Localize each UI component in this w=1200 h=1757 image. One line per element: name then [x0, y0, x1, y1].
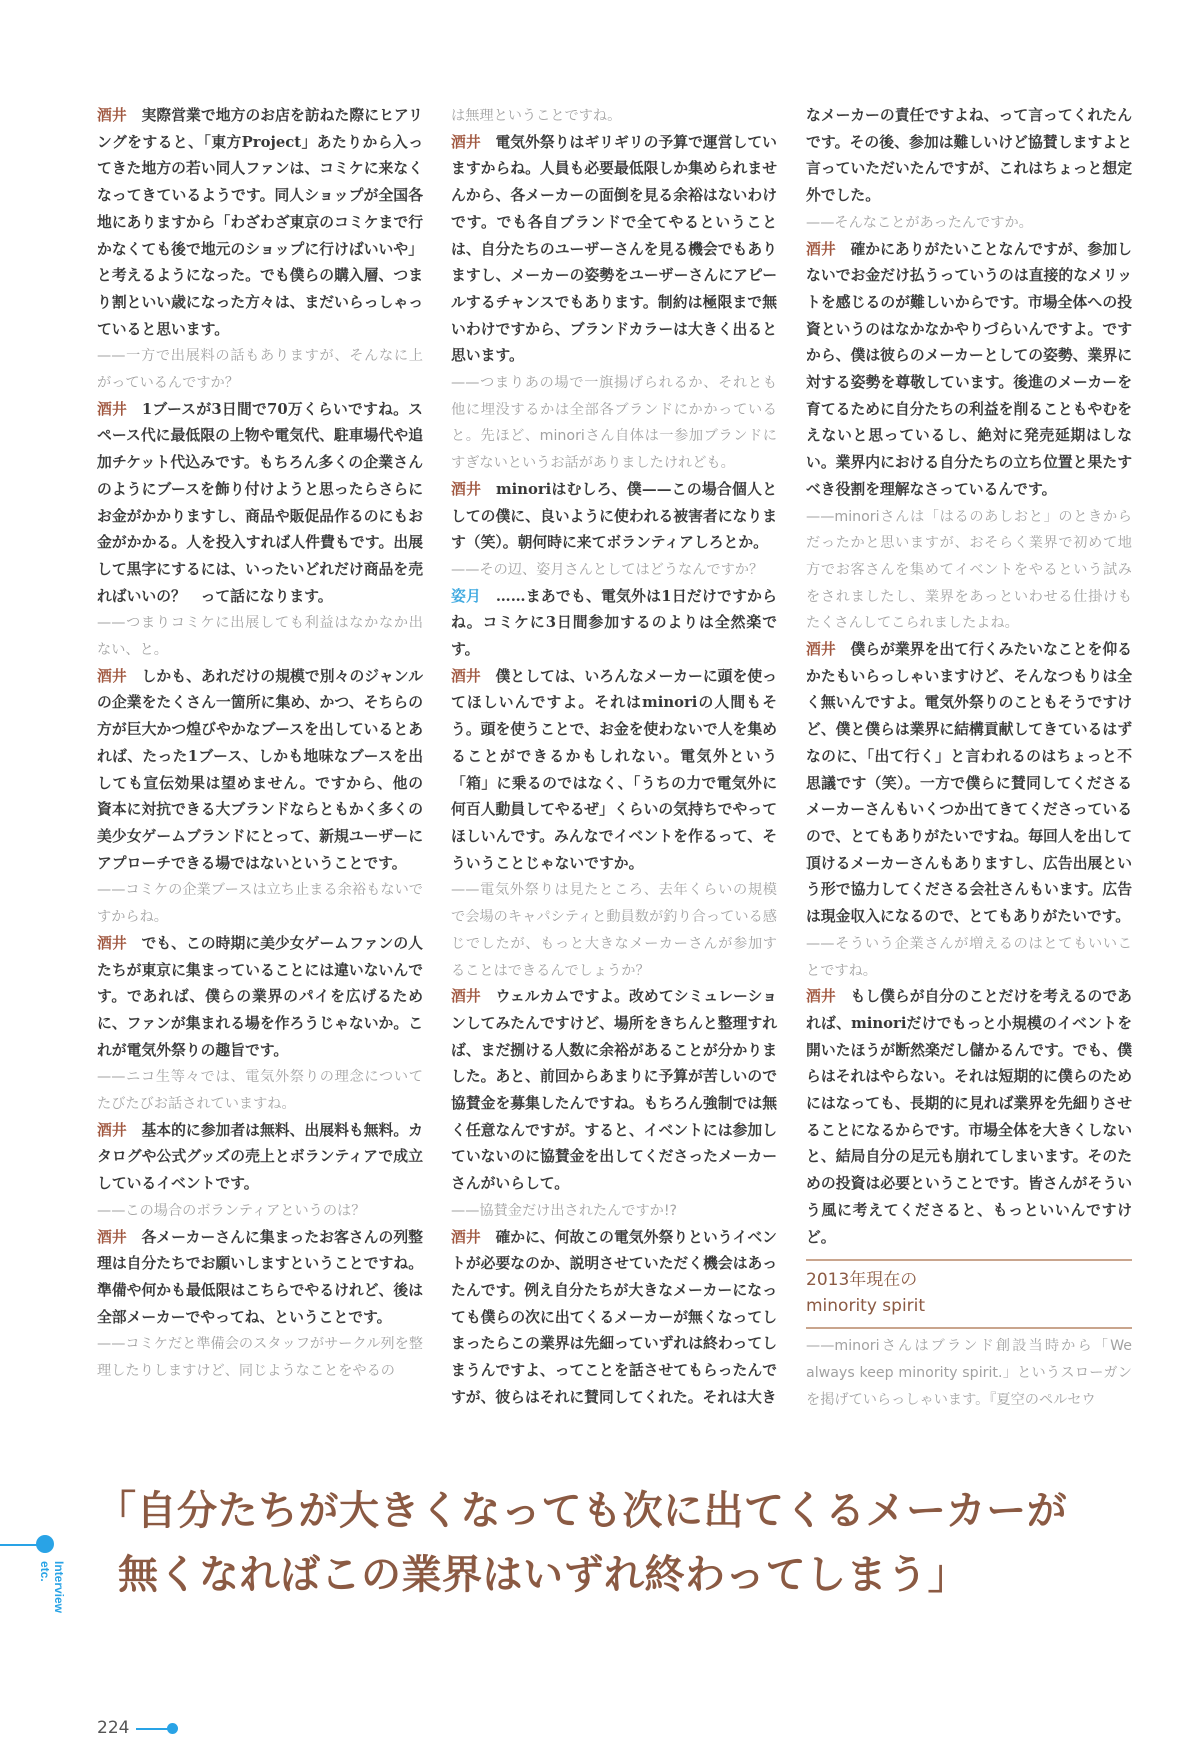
interviewee-answer [451, 584, 777, 664]
speaker-name: 酒井 [97, 107, 127, 124]
interviewee-answer [806, 237, 1132, 504]
article-column-2 [451, 103, 777, 1411]
section-question: ——minoriさんはブランド創設当時から「We always keep minority spirit.」というスローガンを掲げていらっしゃいます。『夏空のペルセウ [806, 1338, 1132, 1408]
side-accent-dot-icon [36, 1535, 54, 1553]
page-number-dot-icon [167, 1723, 178, 1734]
pull-quote-line1: 「自分たちが大きくなっても次に出てくるメーカーが [96, 1487, 1068, 1535]
speaker-name: 姿月 [451, 587, 482, 605]
paragraph-text: 僕らが業界を出て行くみたいなことを仰るかたもいらっしゃいますけど、そんなつもりは全く無いんですよ。電気外祭りのこともそうですけど、僕と僕らは業界に結構貢献してきているはずなのに、「出て行く」と言われるのはちょっと不思議です（笑）。一方で僕らに賛同してくださるメーカーさんもいくつか出てきてくださっているので、とてもありがたいですね。毎回人を出して頂けるメーカーさんもありますし、広告出展という形で協力してくださる会社さんもいます。広告は現金収入になるので、とてもありがたいです。 [806, 641, 1132, 926]
paragraph-text: ……まあでも、電気外は1日だけですからね。コミケに3日間参加するのよりは全然楽です。 [451, 587, 777, 659]
paragraph-text: 確かに、何故この電気外祭りというイベントが必要なのか、説明させていただく機会はあったんです。例え自分たちが大きなメーカーになっても僕らの次に出てくるメーカーが無くなってしまったらこの業界は先細っていずれは終わってしまうんですよ、ってことを話させてもらったんですが、彼らはそれに賛同してくれた。それは大き [451, 1228, 777, 1406]
article-column-1 [97, 103, 423, 1385]
paragraph-text: 各メーカーさんに集まったお客さんの列整理は自分たちでお願いしますということですね。準備や何かも最低限はこちらでやるけれど、後は全部メーカーでやってね、ということです。 [97, 1228, 423, 1326]
article-column-3 [806, 103, 1132, 1251]
interviewer-question [451, 557, 777, 584]
paragraph-text: ——つまりあの場で一旗揚げられるか、それとも他に埋没するかは全部各ブランドにかかっていると。先ほど、minoriさん自体は一参加ブランドにすぎないというお話がありましたけれども。 [451, 375, 777, 472]
interviewer-question [806, 504, 1132, 638]
paragraph-text: ——この場合のボランティアというのは？ [97, 1202, 366, 1219]
interviewee-answer [97, 1225, 423, 1332]
pull-quote [0, 1479, 1200, 1617]
interviewee-answer [806, 637, 1132, 931]
paragraph-text: ——ニコ生等々では、電気外祭りの理念についてたびたびお話されていますね。 [97, 1069, 423, 1113]
interviewer-question [97, 1198, 423, 1225]
paragraph-text: 基本的に参加者は無料、出展料も無料。カタログや公式グッズの売上とボランティアで成立しているイベントです。 [97, 1121, 423, 1193]
interviewee-answer [451, 984, 777, 1198]
paragraph-text: ——一方で出展料の話もありますが、そんなに上がっているんですか？ [97, 348, 423, 392]
speaker-name: 酒井 [97, 1121, 127, 1139]
paragraph-text: ——minoriさんは「はるのあしおと」のときからだったかと思いますが、おそらく業界で初めて地方でお客さんを集めてイベントをやるという試みをされましたし、業界をあっといわせる仕掛けもたくさんしてこられましたよね。 [806, 508, 1132, 632]
interviewer-question [451, 370, 777, 477]
article-column-3-wrap [806, 103, 1132, 1413]
interviewee-answer [97, 1118, 423, 1198]
paragraph-text: ——電気外祭りは見たところ、去年くらいの規模で会場のキャパシティと動員数が釣り合っている感じでしたが、もっと大きなメーカーさんが参加することはできるんでしょうか？ [451, 882, 777, 979]
speaker-name: 酒井 [451, 988, 481, 1006]
speaker-name: 酒井 [97, 934, 127, 952]
section-heading-line2: minority spirit [806, 1296, 926, 1317]
paragraph-text: 僕としては、いろんなメーカーに頭を使ってほしいんですよ。それはminoriの人間もそう。頭を使うことで、お金を使わないで人を集めることができるかもしれない。電気外という「箱」に乗るのではなく、「うちの力で電気外に何百人動員してやるぜ」くらいの気持ちでやってほしいんです。みんなでイベントを作るって、そういうことじゃないですか。 [451, 667, 777, 872]
interviewer-question [806, 931, 1132, 984]
paragraph-text: 確かにありがたいことなんですが、参加しないでお金だけ払うっていうのは直接的なメリットを感じるのが難しいからです。市場全体への投資というのはなかなかやりづらいんですよ。ですから、僕は彼らのメーカーとしての姿勢、業界に対する姿勢を尊敬しています。後進のメーカーを育てるために自分たちの利益を削ることもやむをえないと思っているし、絶対に発売延期はしない。業界内における自分たちの立ち位置と果たすべき役割を理解なさっているんです。 [806, 240, 1132, 498]
paragraph-text: ——コミケの企業ブースは立ち止まる余裕もないですからね。 [97, 882, 423, 926]
paragraph-text: は無理ということですね。 [451, 108, 622, 124]
page-footer [0, 1717, 1200, 1757]
section-heading-line1: 2013年現在の [806, 1270, 918, 1291]
speaker-name: 酒井 [451, 1228, 481, 1246]
pull-quote-line2: 無くなればこの業界はいずれ終わってしまう」 [118, 1551, 969, 1599]
paragraph-text: 電気外祭りはギリギリの予算で運営していますからね。人員も必要最低限しか集められませんから、各メーカーの面倒を見る余裕はないわけです。でも各自ブランドで全てやるということは、自分たちのユーザーさんを見る機会でもありますし、メーカーの姿勢をユーザーさんにアピールするチャンスでもあります。制約は極限まで無いわけですから、ブランドカラーは大きく出ると思います。 [451, 133, 777, 365]
interviewer-question [451, 103, 777, 130]
interviewee-answer [451, 1225, 777, 1412]
paragraph-text: ——そういう企業さんが増えるのはとてもいいことですね。 [806, 935, 1132, 979]
paragraph-text: もし僕らが自分のことだけを考えるのであれば、minoriだけでもっと小規模のイベントを開いたほうが断然楽だし儲かるんです。でも、僕らはそれはやらない。それは短期的に僕らのためにはなっても、長期的に見れば業界を先細りさせることになるからです。市場全体を大きくしないと、結局自分の足元も崩れてしまいます。そのための投資は必要ということです。皆さんがそういう風に考えてくださると、もっといいんですけど。 [806, 988, 1132, 1246]
paragraph-text: minoriはむしろ、僕——この場合個人としての僕に、良いように使われる被害者になります（笑）。朝何時に来てボランティアしろとか。 [451, 480, 777, 552]
speaker-name: 酒井 [97, 400, 128, 418]
interviewer-question [806, 210, 1132, 237]
speaker-name: 酒井 [451, 667, 481, 685]
paragraph-text: ——そんなことがあったんですか。 [806, 214, 1033, 231]
paragraph-text: ウェルカムですよ。改めてシミュレーションしてみたんですけど、場所をきちんと整理すれば、まだ捌ける人数に余裕があることが分かりました。あと、前回からあまりに予算が苦しいので協賛金を募集したんですね。もちろん強制では無く任意なんですが。すると、イベントには参加していないのに協賛金を出してくださったメーカーさんがいらして。 [451, 988, 777, 1193]
interviewee-answer [451, 477, 777, 557]
section-heading [806, 1261, 1132, 1327]
paragraph-text: ——コミケだと準備会のスタッフがサークル列を整理したりしますけど、同じようなことをやるの [97, 1336, 423, 1380]
paragraph-text: 1ブースが3日間で70万くらいですね。スペース代に最低限の上物や電気代、駐車場代や追加チケット代込みです。もちろん多くの企業さんのようにブースを飾り付けようと思ったらさらにお金がかかりますし、商品や販促品作るのにもお金がかかる。人を投入すれば人件費もです。出展して黒字にするには、いったいどれだけ商品を売ればいいの？ って話になります。 [97, 400, 423, 605]
interviewee-answer [97, 103, 423, 343]
speaker-name: 酒井 [451, 133, 481, 151]
page-number: 224 [97, 1718, 130, 1739]
interviewer-question [97, 877, 423, 930]
interviewee-answer [97, 931, 423, 1065]
speaker-name: 酒井 [97, 667, 127, 685]
interviewer-question [97, 1064, 423, 1117]
interviewer-question [451, 877, 777, 984]
interviewee-answer [806, 984, 1132, 1251]
interviewee-answer [97, 397, 423, 611]
interviewer-question [97, 1331, 423, 1384]
section-side-label: Interview etc. [38, 1561, 66, 1614]
speaker-name: 酒井 [806, 988, 836, 1006]
paragraph-text: ——協賛金だけ出されたんですか!? [451, 1202, 678, 1219]
paragraph-text: ——つまりコミケに出展しても利益はなかなか出ない、と。 [97, 615, 423, 659]
interviewer-question [451, 1198, 777, 1225]
interviewer-question [97, 610, 423, 663]
speaker-name: 酒井 [451, 480, 482, 498]
speaker-name: 酒井 [806, 641, 836, 659]
paragraph-text: ——その辺、姿月さんとしてはどうなんですか？ [451, 561, 764, 578]
paragraph-text: なメーカーの責任ですよね、って言ってくれたんです。その後、参加は難しいけど協賛しますよと言っていただいたんですが、これはちょっと想定外でした。 [806, 107, 1132, 205]
interviewer-question [97, 343, 423, 396]
paragraph-text: でも、この時期に美少女ゲームファンの人たちが東京に集まっていることには違いないんです。であれば、僕らの業界のパイを広げるために、ファンが集まれる場を作ろうじゃないか。これが電気外祭りの趣旨です。 [97, 934, 423, 1059]
paragraph-text: しかも、あれだけの規模で別々のジャンルの企業をたくさん一箇所に集め、かつ、そちらの方が巨大かつ煌びやかなブースを出しているとあれば、たった1ブース、しかも地味なブースを出しても宣伝効果は望めません。ですから、他の資本に対抗できる大ブランドならともかく多くの美少女ゲームブランドにとって、新規ユーザーにアプローチできる場ではないということです。 [97, 667, 423, 872]
interviewee-answer [806, 103, 1132, 210]
speaker-name: 酒井 [97, 1228, 127, 1246]
paragraph-text: 実際営業で地方のお店を訪ねた際にヒアリングをすると、「東方Project」あたりから入ってきた地方の若い同人ファンは、コミケに来なくなってきているようです。同人ショップが全国各地にありますから「わざわざ東京のコミケまで行かなくても後で地元のショップに行けばいいや」と考えるようになった。でも僕らの購入層、つまり割といい歳になった方々は、まだいらっしゃっていると思います。 [97, 107, 423, 338]
interviewee-answer [451, 130, 777, 370]
interviewee-answer [97, 664, 423, 878]
interviewee-answer [451, 664, 777, 878]
speaker-name: 酒井 [806, 240, 836, 258]
